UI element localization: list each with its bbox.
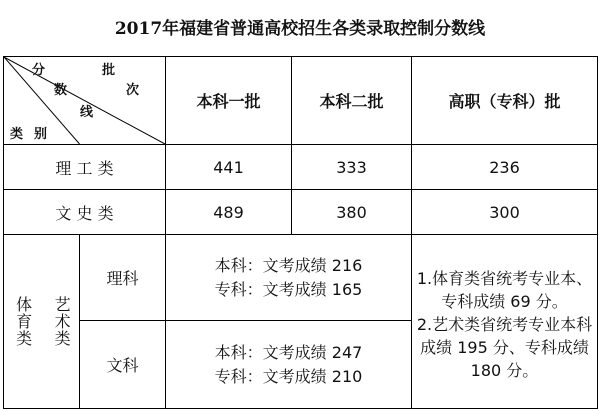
score-table: [3, 56, 598, 409]
col-header-batch1: 本科一批: [166, 57, 292, 145]
science-undergrad-line: 本科：文考成绩 216: [214, 255, 363, 275]
liberal-undergrad-line: 本科：文考成绩 247: [214, 342, 363, 362]
group-label-arts: 艺术类: [52, 296, 72, 347]
table-row: [4, 190, 598, 235]
col-header-vocational: 高职（专科）批: [412, 57, 598, 145]
page-title: 2017年福建省普通高校招生各类录取控制分数线: [114, 19, 486, 39]
science-arts-scores: [166, 235, 412, 321]
table-row: [4, 235, 598, 321]
sub-label-science: 理科: [80, 235, 166, 321]
diag-label-pi: 批: [102, 63, 116, 78]
cell-liberal-batch1: 489: [166, 190, 292, 235]
row-label-science: 理 工 类: [4, 145, 166, 190]
cell-science-batch1: 441: [166, 145, 292, 190]
diag-label-shu: 数: [54, 83, 68, 98]
cell-science-vocational: 236: [412, 145, 598, 190]
liberal-arts-scores: [166, 321, 412, 409]
cell-liberal-vocational: 300: [412, 190, 598, 235]
table-row: [4, 145, 598, 190]
diag-label-xian: 线: [80, 105, 94, 120]
liberal-college-line: 专科：文考成绩 210: [214, 366, 363, 386]
cell-liberal-batch2: 380: [292, 190, 412, 235]
header-row: [4, 57, 598, 145]
diag-label-bie: 别: [34, 127, 48, 142]
col-header-batch2: 本科二批: [292, 57, 412, 145]
notes-cell: [412, 235, 598, 409]
row-label-liberal-arts: 文 史 类: [4, 190, 166, 235]
diag-label-fen: 分: [32, 63, 46, 78]
diag-label-lei: 类: [10, 127, 24, 142]
note-arts: 2.艺术类省统考专业本科成绩 195 分、专科成绩 180 分。: [416, 315, 593, 380]
science-college-line: 专科：文考成绩 165: [214, 279, 363, 299]
diagonal-header-cell: [4, 57, 166, 145]
arts-sports-group-label: [4, 235, 80, 409]
diag-label-ci: 次: [126, 83, 140, 98]
sub-label-liberal: 文科: [80, 321, 166, 409]
cell-science-batch2: 333: [292, 145, 412, 190]
group-label-sports: 体育类: [13, 296, 33, 347]
note-sports: 1.体育类省统考专业本、专科成绩 69 分。: [416, 269, 593, 311]
